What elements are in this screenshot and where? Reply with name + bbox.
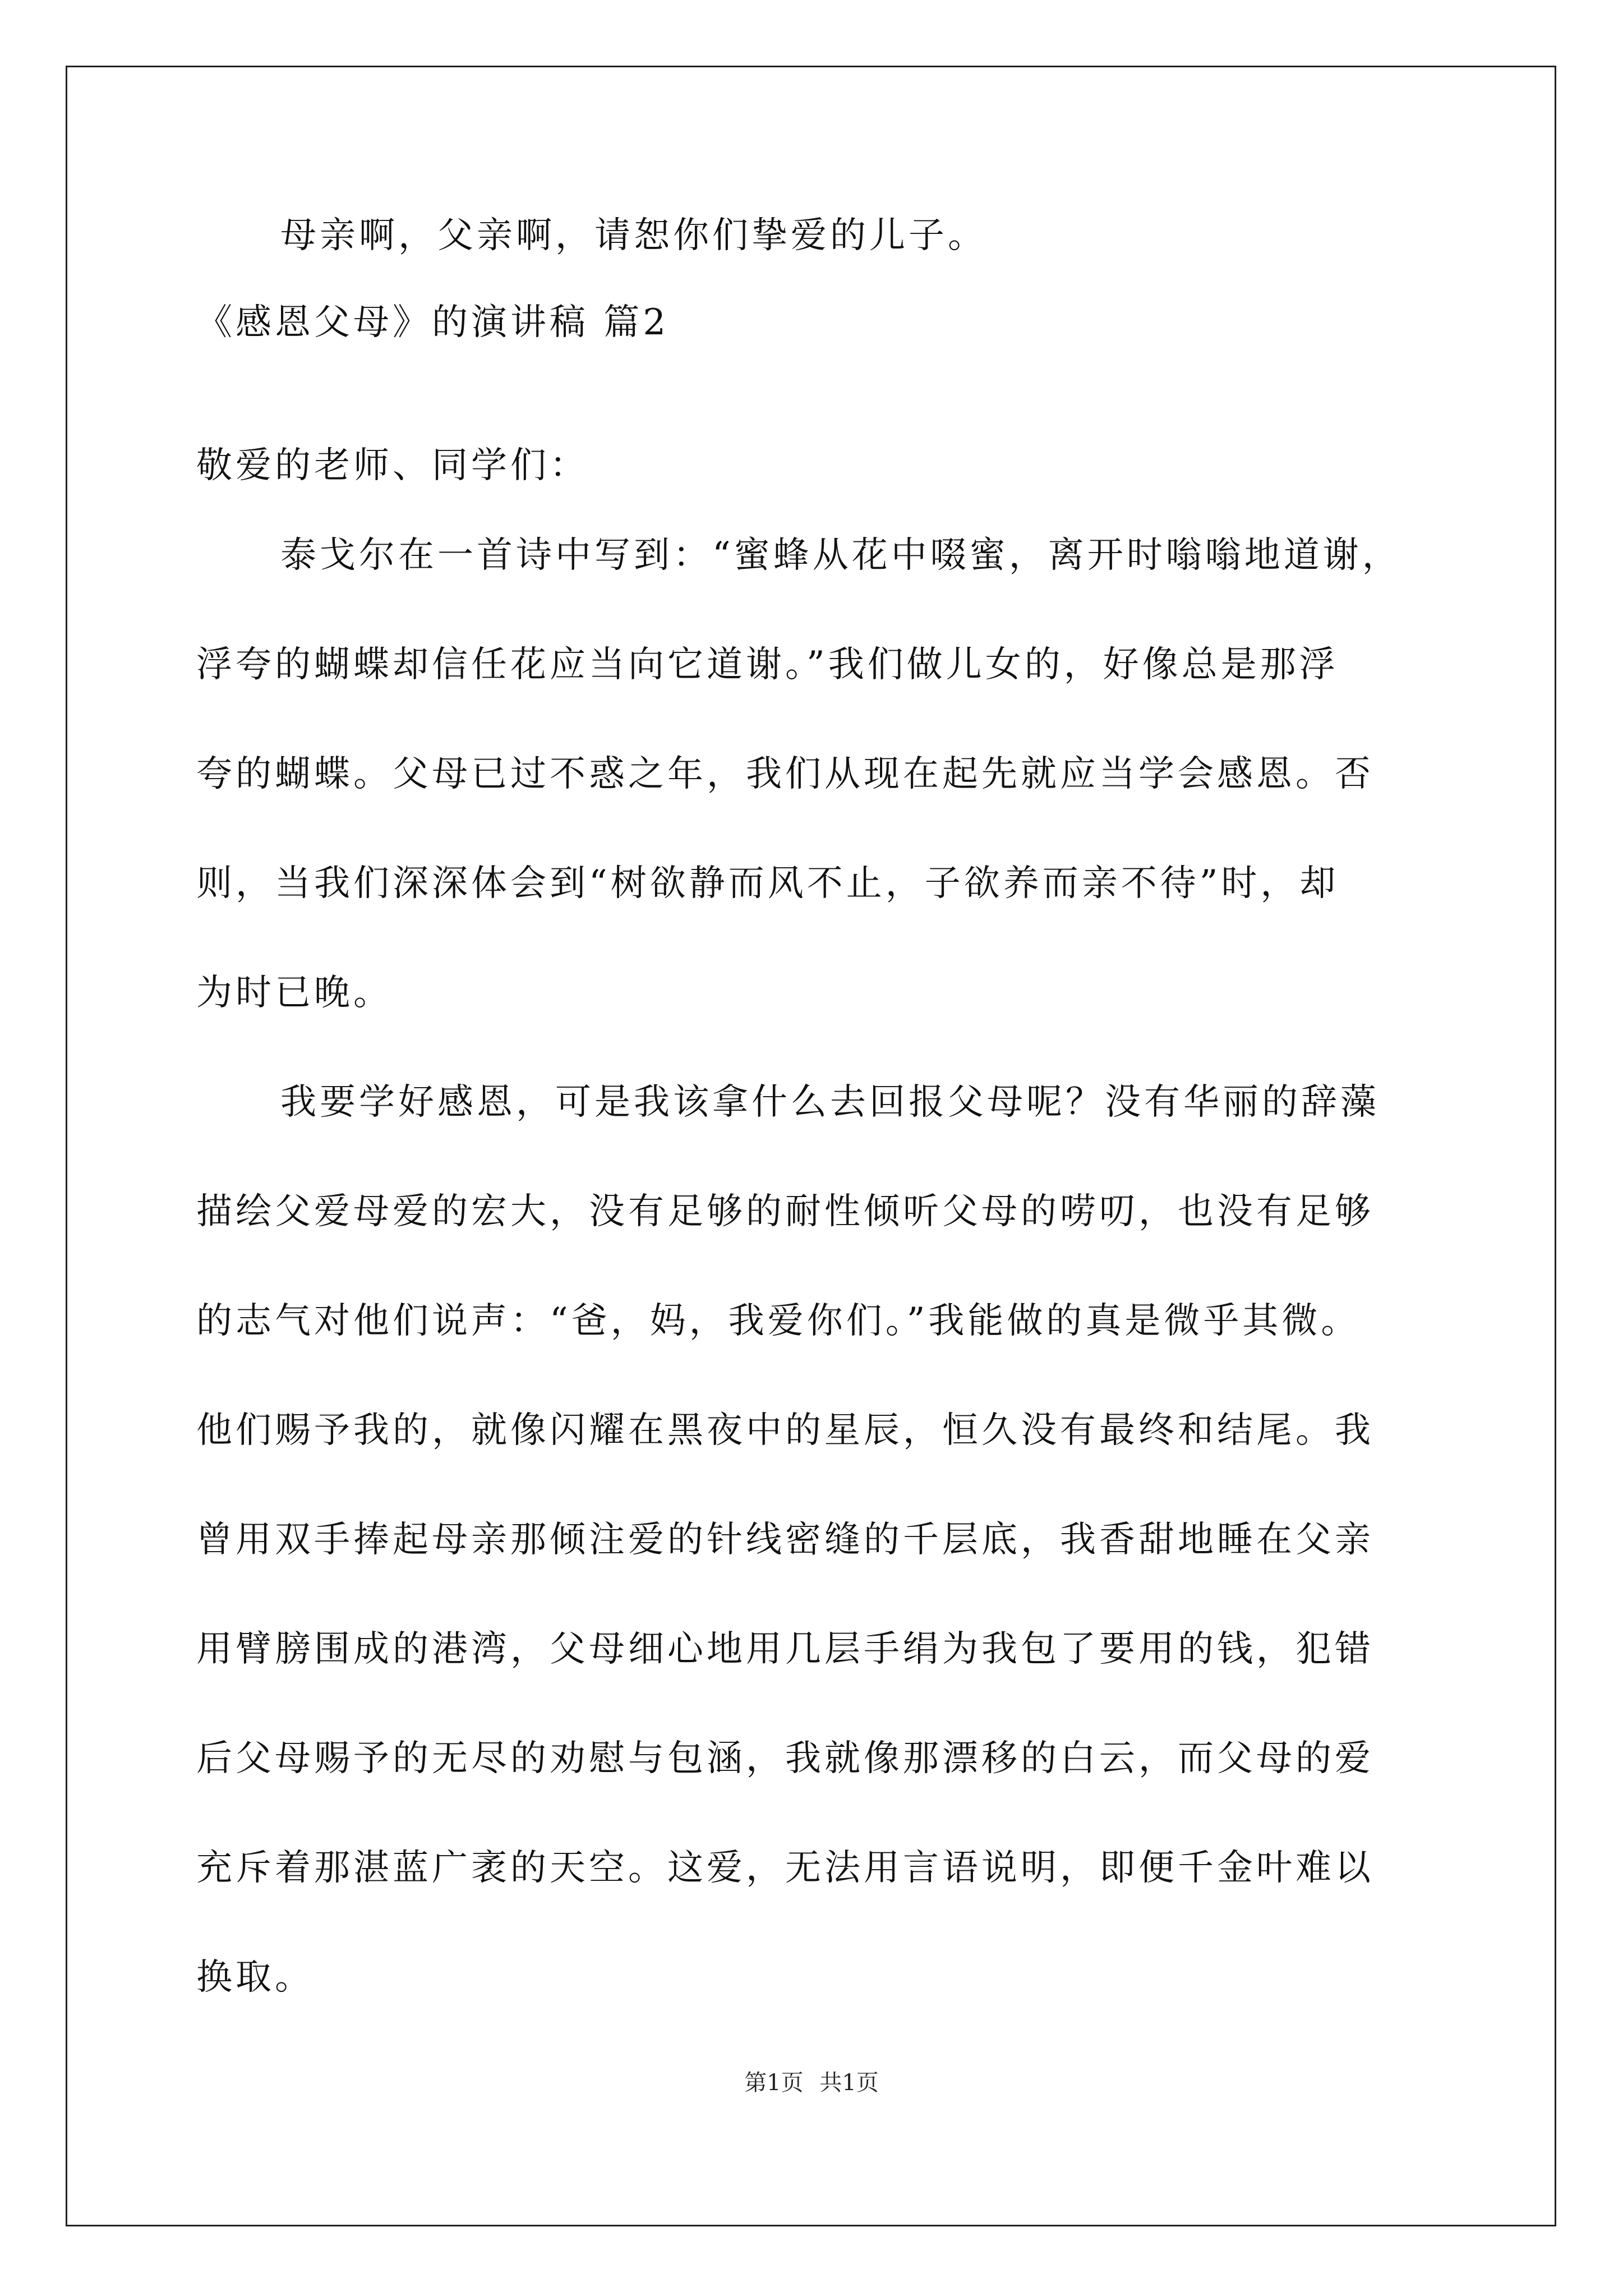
paragraph-line: 浮夸的蝴蝶却信任花应当向它道谢。”我们做儿女的，好像总是那浮 bbox=[196, 644, 1339, 685]
paragraph-line: 用臂膀围成的港湾，父母细心地用几层手绢为我包了要用的钱，犯错 bbox=[196, 1628, 1374, 1670]
salutation: 敬爱的老师、同学们： bbox=[196, 445, 589, 486]
paragraph-line: 我要学好感恩，可是我该拿什么去回报父母呢？没有华丽的辞藻 bbox=[280, 1082, 1380, 1123]
page-border bbox=[66, 66, 1556, 2226]
paragraph-line: 则，当我们深深体会到“树欲静而风不止，子欲养而亲不待”时，却 bbox=[196, 863, 1339, 904]
paragraph-line: 母亲啊，父亲啊，请恕你们挚爱的儿子。 bbox=[280, 215, 987, 256]
paragraph-line: 为时已晚。 bbox=[196, 972, 393, 1014]
paragraph-line: 换取。 bbox=[196, 1957, 314, 1998]
paragraph-line: 充斥着那湛蓝广袤的天空。这爱，无法用言语说明，即便千金叶难以 bbox=[196, 1847, 1374, 1889]
paragraph-line: 描绘父爱母爱的宏大，没有足够的耐性倾听父母的唠叨，也没有足够 bbox=[196, 1191, 1374, 1232]
paragraph-line: 曾用双手捧起母亲那倾注爱的针线密缝的千层底，我香甜地睡在父亲 bbox=[196, 1519, 1374, 1561]
paragraph-line: 他们赐予我的，就像闪耀在黑夜中的星辰，恒久没有最终和结尾。我 bbox=[196, 1410, 1374, 1451]
paragraph-line: 泰戈尔在一首诗中写到：“蜜蜂从花中啜蜜，离开时嗡嗡地道谢， bbox=[280, 535, 1401, 576]
page-footer bbox=[0, 2067, 1623, 2099]
paragraph-line: 的志气对他们说声：“爸，妈，我爱你们。”我能做的真是微乎其微。 bbox=[196, 1300, 1361, 1342]
page-number: 第1页 bbox=[744, 2070, 804, 2096]
page-total: 共1页 bbox=[819, 2070, 879, 2096]
paragraph-line: 夸的蝴蝶。父母已过不惑之年，我们从现在起先就应当学会感恩。否 bbox=[196, 753, 1374, 795]
paragraph-line: 后父母赐予的无尽的劝慰与包涵，我就像那漂移的白云，而父母的爱 bbox=[196, 1738, 1374, 1779]
section-heading: 《感恩父母》的演讲稿 篇2 bbox=[196, 302, 670, 343]
